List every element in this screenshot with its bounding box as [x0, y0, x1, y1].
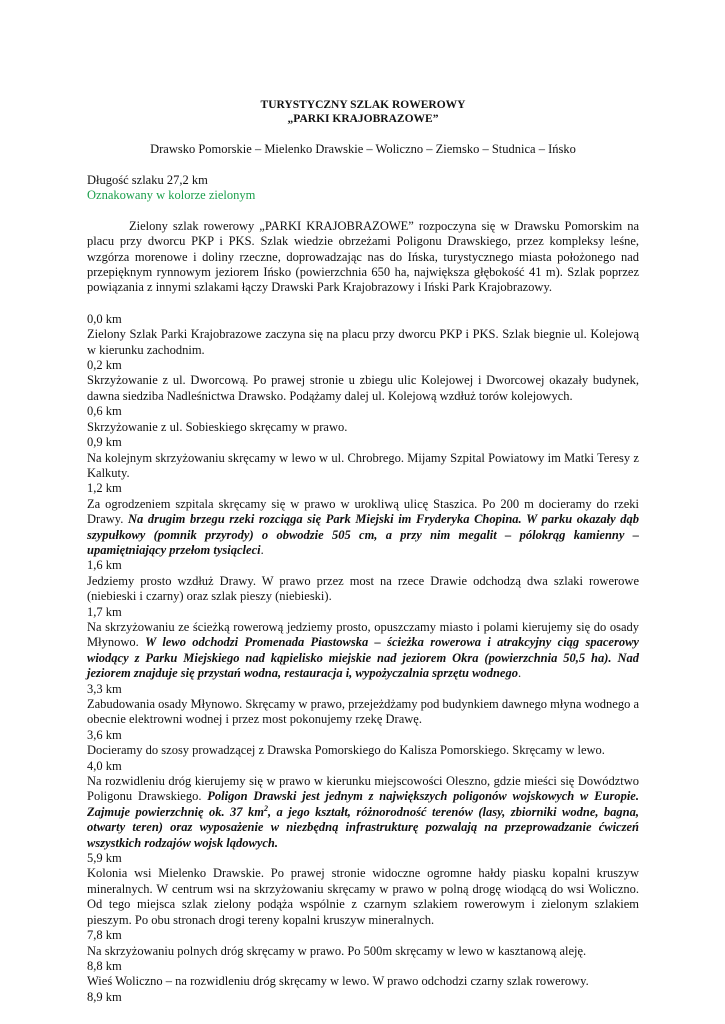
stop-km: 8,9 km: [87, 989, 122, 1004]
stop-text: Wieś Woliczno – na rozwidleniu dróg skręcamy w lewo. W prawo odchodzi czarny szlak rowerowy.: [87, 974, 589, 989]
stop-description: [87, 974, 639, 989]
stop-text: Skrzyżowanie z ul. Sobieskiego skręcamy w prawo.: [87, 419, 348, 434]
stop-description: [87, 420, 639, 435]
stop-km: 0,9 km: [87, 435, 122, 450]
route-line: Drawsko Pomorskie – Mielenko Drawskie – Woliczno – Ziemsko – Studnica – Ińsko: [150, 142, 576, 156]
stop-km: 1,6 km: [87, 558, 122, 573]
stop-highlight: , a jego kształt, różnorodność terenów (lasy, zbiorniki wodne, bagna, otwarty teren) oraz wyposażenie w niezbędną infrastrukturę pozwalają na przeprowadzanie ćwiczeń wszystkich rodzajów wojsk lądowych.: [87, 804, 639, 850]
stop-description: [87, 697, 639, 728]
stop-text: Zabudowania osady Młynowo. Skręcamy w prawo, przejeżdżamy pod budynkiem dawnego młyna wodnego a obecnie elektrowni wodnej i przez most pokonujemy rzekę Drawę.: [87, 697, 639, 727]
stop-km: 0,2 km: [87, 358, 122, 373]
stop-km: 1,2 km: [87, 481, 122, 496]
stop-text: Kolonia wsi Mielenko Drawskie. Po prawej stronie widoczne ogromne hałdy piasku kopalni kruszyw mineralnych. W centrum wsi na skrzyżowaniu skręcamy w prawo w polną drogę wiodącą do wsi Woliczno. Od tego miejsca szlak zielony podąża wspólnie z czarnym szlakiem rowerowym i zielonym szlakiem pieszym. Po obu stronach drogi tereny kopalni kruszyw mineralnych.: [87, 866, 639, 927]
stop-text-end: .: [260, 542, 264, 557]
stop-km: 3,6 km: [87, 727, 122, 742]
document-title: [87, 98, 639, 126]
stop-highlight: Na drugim brzegu rzeki rozciąga się Park Miejski im Fryderyka Chopina. W parku okazały dąb szypułkowy (pomnik przyrody) o obwodzie 505 cm, a przy nim megalit – pólokrąg kamienny – upamiętniający przełom tysiącleci: [87, 512, 640, 557]
stop-km: 7,8 km: [87, 928, 122, 943]
stop-text: Na kolejnym skrzyżowaniu skręcamy w lewo w ul. Chrobrego. Mijamy Szpital Powiatowy im Matki Teresy z Kalkuty.: [87, 450, 639, 480]
stop-km: 5,9 km: [87, 851, 122, 866]
stop-text: Za ogrodzeniem szpitala skręcamy się w prawo w urokliwą ulicę Staszica. Po 200 m docieramy do rzeki Drawy.: [87, 496, 639, 527]
stop-highlight: W lewo odchodzi Promenada Piastowska – ścieżka rowerowa i atrakcyjny ciąg spacerowy wiodący z Parku Miejskiego nad kąpielisko miejskie nad jeziorem Okra (powierzchnia 50,5 ha). Nad jeziorem znajduje się przystań wodna, restauracja i, wypożyczalnia sprzętu wodnego: [87, 635, 639, 681]
stop-km: 1,7 km: [87, 604, 122, 619]
stop-highlight: Poligon Drawski jest jednym z największych poligonów wojskowych w Europie. Zajmuje powierzchnię ok. 37 km: [87, 789, 639, 819]
stop-km: 0,0 km: [87, 311, 122, 326]
trail-length: Długość szlaku 27,2 km: [87, 173, 208, 187]
stop-text: Zielony Szlak Parki Krajobrazowe zaczyna się na placu przy dworcu PKP i PKS. Szlak biegnie ul. Kolejową w kierunku zachodnim.: [87, 327, 639, 357]
stop-km: 3,3 km: [87, 681, 122, 696]
stop-highlight: 2: [263, 803, 268, 813]
stop-description: [87, 451, 639, 482]
stop-description: [87, 743, 639, 758]
stop-km: 8,8 km: [87, 958, 122, 973]
stop-description: [87, 373, 639, 404]
stop-text: Na rozwidleniu dróg kierujemy się w prawo w kierunku miejscowości Oleszno, gdzie mieści się Dowództwo Poligonu Drawskiego.: [87, 774, 639, 804]
stop-km: 0,6 km: [87, 404, 122, 419]
stop-description: [87, 620, 639, 682]
title-line-2: „PARKI KRAJOBRAZOWE”: [287, 113, 439, 125]
stop-description: [87, 574, 639, 605]
stop-text: Na skrzyżowaniu ze ścieżką rowerową jedziemy prosto, opuszczamy miasto i polami kierujemy się do osady Młynowo.: [87, 619, 639, 650]
stop-text: Docieramy do szosy prowadzącej z Drawska Pomorskiego do Kalisza Pomorskiego. Skręcamy w lewo.: [87, 743, 605, 758]
stop-description: [87, 497, 639, 559]
title-line-1: TURYSTYCZNY SZLAK ROWEROWY: [260, 99, 466, 111]
stop-text: Skrzyżowanie z ul. Dworcową. Po prawej stronie u zbiegu ulic Kolejowej i Dworcowej okazały budynek, dawna siedziba Nadleśnictwa Drawsko. Podążamy dalej ul. Kolejową wzdłuż torów kolejowych.: [87, 373, 639, 403]
stop-description: [87, 866, 639, 928]
route-stops: [87, 312, 639, 1005]
stop-text: Jedziemy prosto wzdłuż Drawy. W prawo przez most na rzece Drawie odchodzą dwa szlaki rowerowe (niebieski i czarny) oraz szlak pieszy (niebieski).: [87, 573, 639, 604]
stop-description: [87, 944, 639, 959]
stop-description: [87, 774, 639, 851]
stop-description: [87, 327, 639, 358]
intro-paragraph: Zielony szlak rowerowy „PARKI KRAJOBRAZOWE” rozpoczyna się w Drawsku Pomorskim na placu przy dworcu PKP i PKS. Szlak wiedzie obrzeżami Poligonu Drawskiego, przez kompleksy leśne, wzgórza morenowe i doliny rzeczne, doprowadzając nas do Ińska, turystycznego miasta położonego nad przepięknym rynnowym jeziorem Ińsko (powierzchnia 650 ha, największa głębokość 41 m). Szlak poprzez powiązania z innymi szlakami łączy Drawski Park Krajobrazowy i Iński Park Krajobrazowy.: [87, 218, 639, 295]
stop-text-end: .: [517, 666, 522, 681]
stop-km: 4,0 km: [87, 758, 122, 773]
trail-marking: Oznakowany w kolorze zielonym: [87, 188, 256, 203]
stop-text: Na skrzyżowaniu polnych dróg skręcamy w prawo. Po 500m skręcamy w lewo w kasztanową aleję.: [87, 943, 587, 958]
